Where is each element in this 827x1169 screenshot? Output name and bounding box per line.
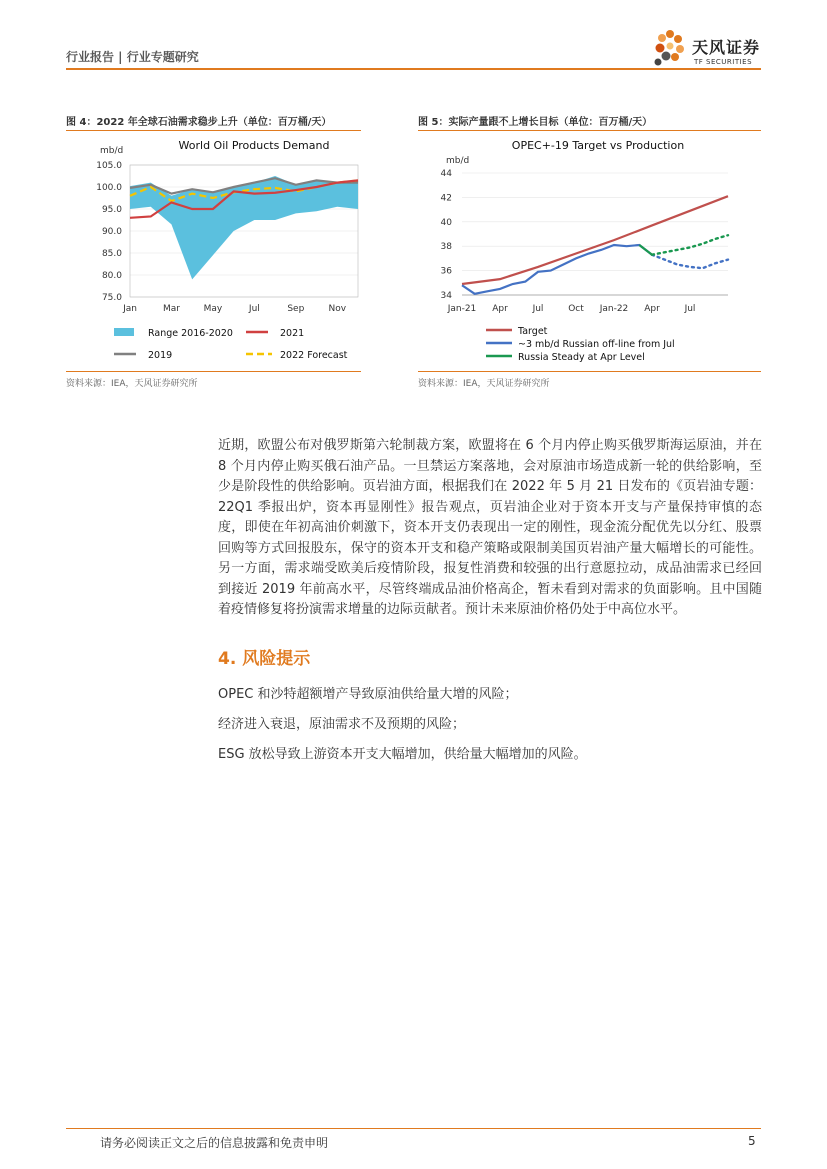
chart5-x-tick: Apr (492, 304, 508, 314)
page-number: 5 (748, 1134, 756, 1148)
series-russia-offline (462, 245, 652, 294)
legend-label-target: Target (518, 326, 548, 337)
chart4-ylabel: mb/d (100, 146, 124, 156)
section-title-risk: 4. 风险提示 (218, 649, 311, 669)
figure5-chart (418, 135, 758, 367)
figure4-rule (66, 130, 361, 131)
footer-disclaimer: 请务必阅读正文之后的信息披露和免责申明 (100, 1136, 329, 1150)
series-russia-steady-projection (652, 235, 728, 255)
chart4-y-tick: 100.0 (96, 183, 122, 193)
figure5-bottom-rule (418, 371, 761, 372)
legend-swatch-range (114, 328, 134, 336)
series-russia-offline-projection (652, 255, 728, 268)
chart4-y-tick: 75.0 (101, 293, 122, 303)
chart5-x-tick: Oct (568, 304, 584, 314)
chart5-x-tick: Jul (532, 304, 544, 314)
chart4-y-tick: 90.0 (101, 227, 122, 237)
figure4-bottom-rule (66, 371, 361, 372)
figure5-caption: 图 5：实际产量跟不上增长目标（单位：百万桶/天） (418, 117, 653, 128)
legend-label-forecast: 2022 Forecast (280, 350, 348, 361)
legend-label-2021: 2021 (280, 328, 305, 339)
footer-divider (66, 1128, 761, 1129)
chart5-y-tick: 40 (440, 217, 452, 228)
chart5-y-tick: 36 (440, 266, 452, 277)
risk-item: OPEC 和沙特超额增产导致原油供给量大增的风险； (218, 687, 518, 702)
chart4-title: World Oil Products Demand (178, 139, 330, 152)
chart5-x-tick: Jan-21 (447, 304, 477, 314)
figure5-source: 资料来源：IEA，天风证券研究所 (418, 379, 550, 389)
chart5-y-tick: 42 (440, 193, 452, 204)
risk-item: 经济进入衰退，原油需求不及预期的风险； (218, 717, 466, 732)
chart5-title: OPEC+-19 Target vs Production (511, 139, 685, 152)
chart5-y-tick: 38 (440, 242, 452, 253)
chart5-x-tick: Jan-22 (599, 304, 629, 314)
chart4-x-tick: Mar (162, 304, 180, 314)
chart5-x-tick: Jul (684, 304, 696, 314)
chart4-y-tick: 105.0 (96, 161, 122, 171)
chart4-y-tick: 85.0 (101, 249, 122, 259)
header-section-title: 行业报告 | 行业专题研究 (66, 50, 199, 64)
figure4-chart (66, 135, 366, 367)
figure5-rule (418, 130, 761, 131)
chart4-x-tick: Jan (123, 304, 137, 314)
figure4-caption: 图 4：2022 年全球石油需求稳步上升（单位：百万桶/天） (66, 117, 332, 128)
chart4-x-tick: May (203, 304, 223, 314)
legend-label-range: Range 2016-2020 (148, 328, 233, 339)
chart4-legend (114, 328, 348, 361)
legend-label-russia-steady: Russia Steady at Apr Level (518, 352, 645, 363)
body-paragraph: 近期，欧盟公布对俄罗斯第六轮制裁方案，欧盟将在 6 个月内停止购买俄罗斯海运原油，并在 8 个月内停止购买俄石油产品。一旦禁运方案落地，会对原油市场造成新一轮的供给影响，至少是阶段性的供给影响。页岩油方面，根据我们在 2022 年 5 月 21 日发布的《页岩油专题：22Q1 季报出炉，资本再显刚性》报告观点，页岩油企业对于资本开支与产量保持审慎的态度，即使在年初高油价刺激下，资本开支仍表现出一定的刚性，现金流分配优先以分红、股票回购等方式回报股东，保守的资本开支和稳产策略或限制美国页岩油产量大幅增长的可能性。另一方面，需求端受欧美后疫情阶段，报复性消费和较强的出行意愿拉动，成品油需求已经回到接近 2019 年前高水平，尽管终端成品油价格高企，暂未看到对需求的负面影响。且中国随着疫情修复将扮演需求增量的边际贡献者。预计未来原油价格仍处于中高位水平。 (218, 438, 762, 617)
header-divider (66, 68, 761, 70)
chart5-ylabel: mb/d (446, 156, 470, 166)
chart4-x-tick: Nov (328, 304, 347, 314)
chart4-x-tick: Sep (287, 304, 305, 314)
chart5-x-tick: Apr (644, 304, 660, 314)
flower-icon (655, 30, 685, 66)
chart4-y-tick: 80.0 (101, 271, 122, 281)
logo-text-en: TF SECURITIES (694, 58, 753, 66)
chart5-y-tick: 44 (440, 169, 452, 179)
chart5-legend (486, 326, 675, 363)
figure4-source: 资料来源：IEA，天风证券研究所 (66, 379, 198, 389)
chart5-y-tick: 34 (440, 291, 452, 301)
chart4-y-tick: 95.0 (101, 205, 122, 215)
legend-label-2019: 2019 (148, 350, 173, 361)
risk-item: ESG 放松导致上游资本开支大幅增加，供给量大幅增加的风险。 (218, 747, 587, 762)
logo-text-cn: 天风证券 (692, 38, 761, 57)
chart4-x-tick: Jul (248, 304, 260, 314)
legend-label-russia-offline: ~3 mb/d Russian off-line from Jul (518, 339, 675, 350)
